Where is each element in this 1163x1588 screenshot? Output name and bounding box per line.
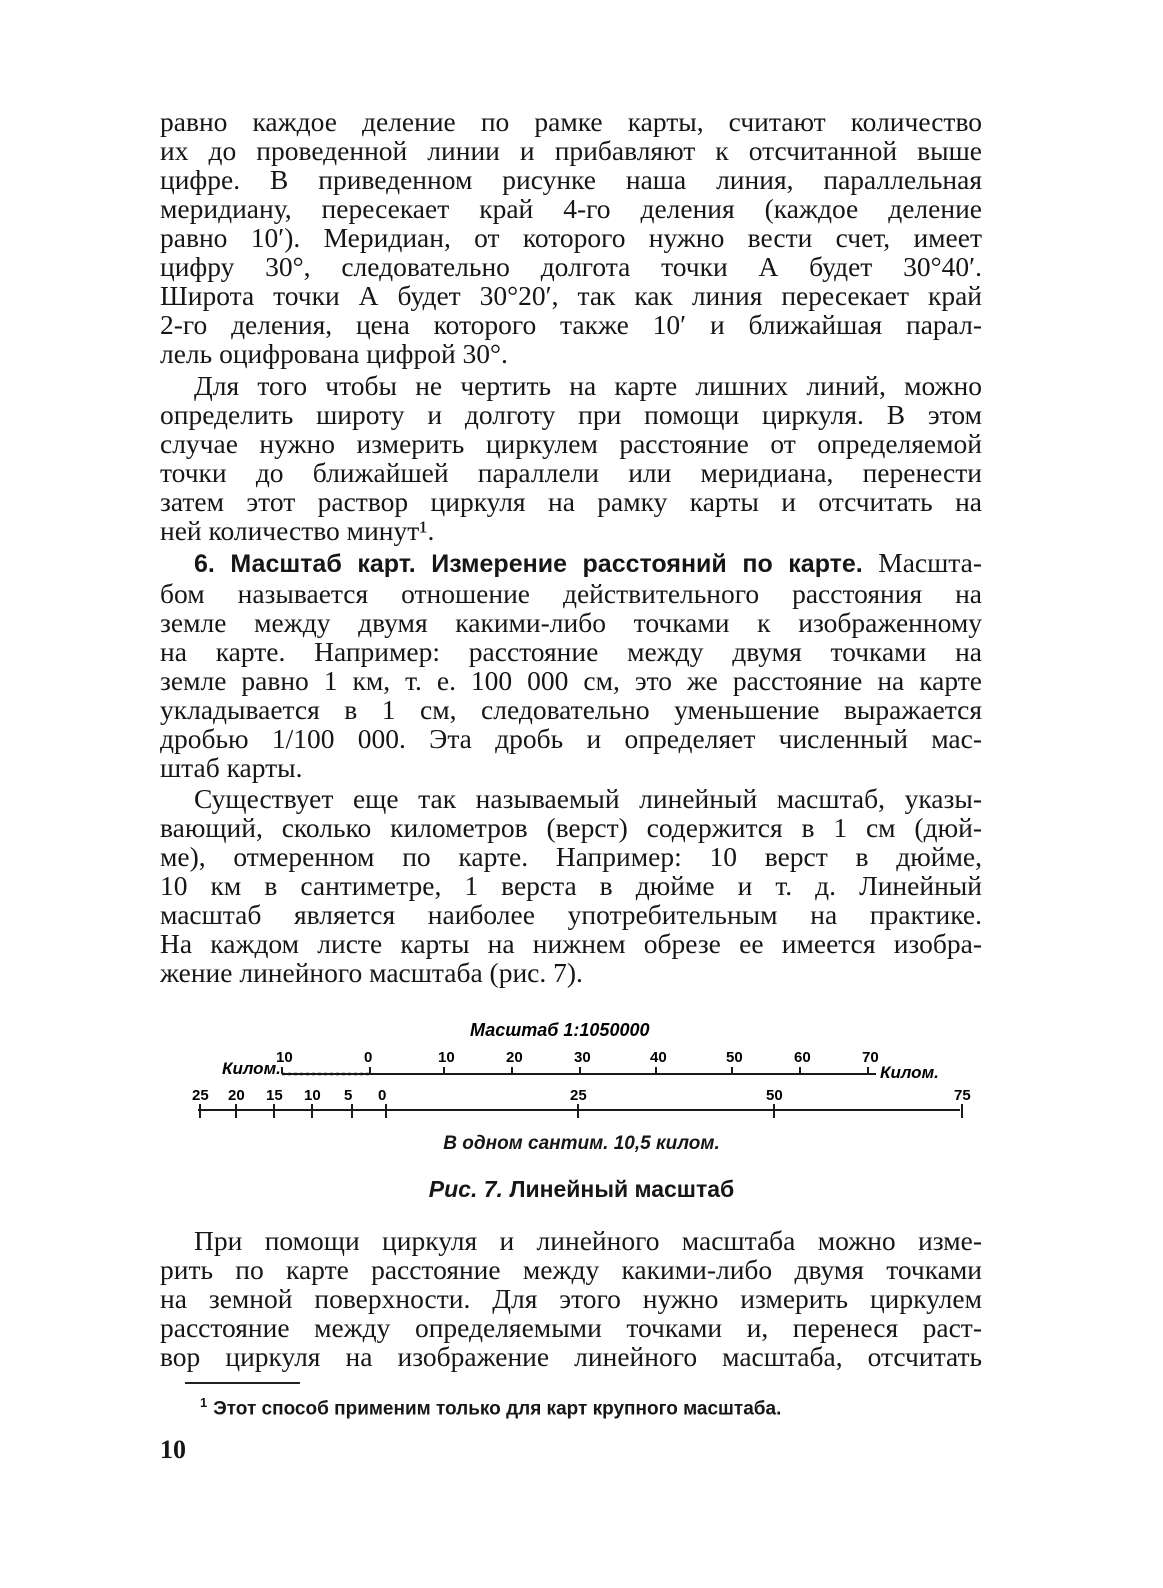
paragraph-compass-method xyxy=(160,371,982,545)
top-scale-labels xyxy=(276,1049,879,1066)
bottom-scale-label: 15 xyxy=(266,1087,283,1104)
bottom-scale-label: 50 xyxy=(766,1087,783,1104)
paragraph-linear-scale xyxy=(160,784,982,987)
text-line: масштаб является наиболее употребительным на практике. xyxy=(160,899,982,930)
text-line: Для того чтобы не чертить на карте лишних линий, можно xyxy=(194,370,982,401)
top-scale-label: 0 xyxy=(364,1049,373,1066)
section-heading: 6. Масштаб карт. Измерение расстояний по карте. xyxy=(194,550,863,578)
text-line: точки до ближайшей параллели или меридиана, перенести xyxy=(160,457,982,488)
text-line: рить по карте расстояние между какими-либо двумя точками xyxy=(160,1254,982,1285)
figure-caption xyxy=(0,1176,1163,1203)
text-line: лель оцифрована цифрой 30°. xyxy=(160,338,508,369)
top-scale-label: 10 xyxy=(276,1049,293,1066)
figure-title: Линейный масштаб xyxy=(509,1176,735,1202)
text-line: жение линейного масштаба (рис. 7). xyxy=(160,957,583,988)
paragraph-latitude-longitude xyxy=(160,107,982,368)
bottom-scale-label: 0 xyxy=(378,1087,387,1104)
bottom-scale-label: 25 xyxy=(570,1087,587,1104)
bottom-scale-labels xyxy=(192,1087,971,1104)
text-line: расстояние между определяемыми точками и, перенеся раст- xyxy=(160,1312,982,1343)
text-line: штаб карты. xyxy=(160,752,303,783)
section-map-scale xyxy=(160,548,982,782)
top-scale-label: 10 xyxy=(438,1049,455,1066)
text-line: вор циркуля на изображение линейного масштаба, отсчитать xyxy=(160,1341,982,1372)
top-scale-label: 70 xyxy=(862,1049,879,1066)
footnote-rule xyxy=(185,1382,300,1384)
text-line: На каждом листе карты на нижнем обрезе ее имеется изобра- xyxy=(160,928,982,959)
bottom-scale-label: 75 xyxy=(954,1087,971,1104)
text-line: цифру 30°, следовательно долгота точки А будет 30°40′. xyxy=(160,251,982,282)
bottom-scale-label: 5 xyxy=(344,1087,353,1104)
text-line: определить широту и долготу при помощи циркуля. В этом xyxy=(160,399,982,430)
footnote xyxy=(200,1395,781,1420)
text-line: на земной поверхности. Для этого нужно измерить циркулем xyxy=(160,1283,982,1314)
text-line: При помощи циркуля и линейного масштаба можно изме- xyxy=(194,1225,982,1256)
text-line: цифре. В приведенном рисунке наша линия, параллельная xyxy=(160,164,982,195)
text-line: укладывается в 1 см, следовательно уменьшение выражается xyxy=(160,694,982,725)
paragraph-measuring xyxy=(160,1226,982,1371)
text-line: их до проведенной линии и прибавляют к отсчитанной выше xyxy=(160,135,982,166)
bottom-scale-label: 20 xyxy=(228,1087,245,1104)
text-line: бом называется отношение действительного расстояния на xyxy=(160,578,982,609)
top-scale-label: 20 xyxy=(506,1049,523,1066)
top-scale-ticks xyxy=(282,1067,868,1074)
text-line: земле между двумя какими-либо точками к изображенному xyxy=(160,607,982,638)
text-line: затем этот раствор циркуля на рамку карты и отсчитать на xyxy=(160,486,982,517)
text-line: меридиану, пересекает край 4-го деления (каждое деление xyxy=(160,193,982,224)
text-line: земле равно 1 км, т. е. 100 000 см, это же расстояние на карте xyxy=(160,665,982,696)
text-line: 10 км в сантиметре, 1 верста в дюйме и т. д. Линейный xyxy=(160,870,982,901)
unit-right-label: Килом. xyxy=(880,1063,939,1082)
text-line: ней количество минут¹. xyxy=(160,515,435,546)
text-line: равно каждое деление по рамке карты, считают количество xyxy=(160,106,982,137)
text-line: на карте. Например: расстояние между двумя точками на xyxy=(160,636,982,667)
scale-title: Масштаб 1:1050000 xyxy=(470,1020,650,1040)
text-line: дробью 1/100 000. Эта дробь и определяет численный мас- xyxy=(160,723,982,754)
top-scale-label: 30 xyxy=(574,1049,591,1066)
top-scale-label: 40 xyxy=(650,1049,667,1066)
page-number: 10 xyxy=(160,1435,186,1464)
bottom-scale-label: 10 xyxy=(304,1087,321,1104)
scale-note: В одном сантим. 10,5 килом. xyxy=(443,1133,720,1154)
figure-number: Рис. 7. xyxy=(428,1176,503,1202)
linear-scale-diagram xyxy=(170,1012,980,1142)
text-line: равно 10′). Меридиан, от которого нужно вести счет, имеет xyxy=(160,222,982,253)
top-scale-label: 50 xyxy=(726,1049,743,1066)
top-scale-label: 60 xyxy=(794,1049,811,1066)
text-line: вающий, сколько километров (верст) содержится в 1 см (дюй- xyxy=(160,812,982,843)
unit-left-label: Килом. xyxy=(222,1059,281,1078)
footnote-mark: 1 xyxy=(200,1395,208,1410)
footnote-text: Этот способ применим только для карт крупного масштаба. xyxy=(213,1398,782,1420)
text-line: Существует еще так называемый линейный масштаб, указы- xyxy=(194,783,982,814)
heading-continuation: Масшта- xyxy=(878,547,983,578)
text-line: случае нужно измерить циркулем расстояние от определяемой xyxy=(160,428,982,459)
bottom-scale-label: 25 xyxy=(192,1087,209,1104)
section-first-line xyxy=(160,548,982,579)
text-line: 2-го деления, цена которого также 10′ и ближайшая парал- xyxy=(160,309,982,340)
text-line: ме), отмеренном по карте. Например: 10 верст в дюйме, xyxy=(160,841,982,872)
text-line: Широта точки А будет 30°20′, так как линия пересекает край xyxy=(160,280,982,311)
